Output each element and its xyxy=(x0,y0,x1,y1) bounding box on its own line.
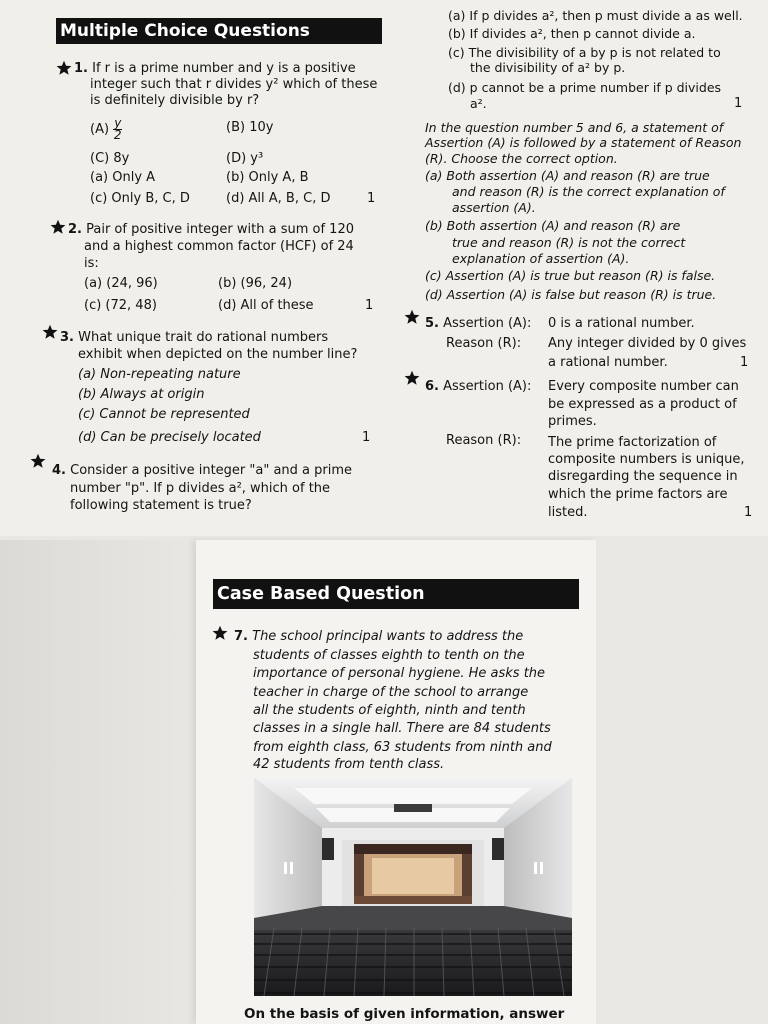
q6-reason-line-4: which the prime factors are xyxy=(548,487,728,502)
q4-marks: 1 xyxy=(734,96,743,111)
q2-marks: 1 xyxy=(365,298,374,313)
q5-assertion-row xyxy=(425,316,531,332)
q5-assertion: 0 is a rational number. xyxy=(548,316,695,331)
q1-choice-c: (c) Only B, C, D xyxy=(90,191,190,206)
q2-block xyxy=(68,222,354,238)
q1-choice-b: (b) Only A, B xyxy=(226,170,309,185)
auditorium-illustration xyxy=(254,778,572,996)
q1-choice-d: (d) All A, B, C, D xyxy=(226,191,331,206)
q7-line-7: from eighth class, 63 students from ninth and xyxy=(253,740,552,755)
q4-option-c-line-2: the divisibility of a² by p. xyxy=(470,60,626,75)
ar-option-a-line-2: and reason (R) is the correct explanation of xyxy=(452,184,725,199)
ar-option-b-line-1: (b) Both assertion (A) and reason (R) are xyxy=(425,218,681,233)
q7-line-2: students of classes eighth to tenth on the xyxy=(253,648,525,663)
star-icon xyxy=(50,219,66,235)
q7-line-4: teacher in charge of the school to arrange xyxy=(253,685,529,700)
q1-option-d: (D) y³ xyxy=(226,151,264,166)
mcq-heading: Multiple Choice Questions xyxy=(56,18,382,44)
q4-option-d-line-1: (d) p cannot be a prime number if p divides xyxy=(448,80,722,95)
q6-assertion-row xyxy=(425,379,531,395)
star-icon xyxy=(212,625,228,641)
q6-reason-line-5: listed. xyxy=(548,505,588,520)
q6-assertion-line-1: Every composite number can xyxy=(548,379,739,394)
q7-number: 7. xyxy=(234,629,248,644)
q3-option-a: (a) Non-repeating nature xyxy=(78,367,241,382)
q6-marks: 1 xyxy=(744,505,753,520)
q6-reason-line-2: composite numbers is unique, xyxy=(548,452,745,467)
q1-option-a xyxy=(90,118,122,141)
q3-option-c: (c) Cannot be represented xyxy=(78,407,250,422)
q1-number: 1. xyxy=(74,61,88,76)
q6-assertion-line-3: primes. xyxy=(548,414,597,429)
star-icon xyxy=(30,453,46,469)
q5-reason-line-2: a rational number. xyxy=(548,355,668,370)
q7-line-8: 42 students from tenth class. xyxy=(253,757,445,772)
q5-number: 5. xyxy=(425,316,439,331)
q1-choice-a: (a) Only A xyxy=(90,170,156,185)
q2-number: 2. xyxy=(68,222,82,237)
q7-line-1-row xyxy=(234,629,523,645)
star-icon xyxy=(42,324,58,340)
q2-line-2: and a highest common factor (HCF) of 24 xyxy=(84,239,354,254)
q1-option-b: (B) 10y xyxy=(226,120,274,135)
fraction-denominator: 2 xyxy=(113,128,122,142)
q2-option-d: (d) All of these xyxy=(218,298,314,313)
q6-reason-label: Reason (R): xyxy=(446,433,522,448)
q4-option-c-line-1: (c) The divisibility of a by p is not related to xyxy=(448,45,721,60)
star-icon xyxy=(404,309,420,325)
ar-intro-line-1: In the question number 5 and 6, a statement of xyxy=(425,120,724,135)
q5-assertion-label: Assertion (A): xyxy=(443,316,532,331)
q1-block xyxy=(74,61,356,77)
q4-line-2: number "p". If p divides a², which of the xyxy=(70,481,331,496)
ar-option-c: (c) Assertion (A) is true but reason (R) is false. xyxy=(425,268,716,283)
q3-line-2: exhibit when depicted on the number line? xyxy=(78,347,358,362)
ar-option-a-line-1: (a) Both assertion (A) and reason (R) are true xyxy=(425,168,710,183)
q4-option-b: (b) If divides a², then p cannot divide a. xyxy=(448,26,696,41)
q3-marks: 1 xyxy=(362,430,371,445)
q2-option-a: (a) (24, 96) xyxy=(84,276,158,291)
q3-block xyxy=(60,330,328,346)
q1-option-c: (C) 8y xyxy=(90,151,130,166)
q1-option-a-label: (A) xyxy=(90,122,110,137)
ar-option-d: (d) Assertion (A) is false but reason (R) is true. xyxy=(425,287,717,302)
q1-line-3: is definitely divisible by r? xyxy=(90,93,260,108)
ar-option-a-line-3: assertion (A). xyxy=(452,200,536,215)
q4-block xyxy=(52,463,352,479)
ar-intro-line-2: Assertion (A) is followed by a statement of Reason xyxy=(425,135,742,150)
fraction-numerator: y xyxy=(114,116,122,130)
q5-reason-label: Reason (R): xyxy=(446,336,522,351)
case-heading: Case Based Question xyxy=(213,579,579,609)
q6-reason-line-3: disregarding the sequence in xyxy=(548,469,738,484)
q7-line-6: classes in a single hall. There are 84 students xyxy=(253,721,551,736)
ar-option-b-line-3: explanation of assertion (A). xyxy=(452,251,630,266)
q3-number: 3. xyxy=(60,330,74,345)
q6-assertion-label: Assertion (A): xyxy=(443,379,532,394)
q4-line-3: following statement is true? xyxy=(70,498,252,513)
q2-option-c: (c) (72, 48) xyxy=(84,298,157,313)
q6-assertion-line-2: be expressed as a product of xyxy=(548,397,737,412)
ar-option-b-line-2: true and reason (R) is not the correct xyxy=(452,235,686,250)
q6-number: 6. xyxy=(425,379,439,394)
q4-line-1: Consider a positive integer "a" and a prime xyxy=(70,463,353,478)
q7-line-5: all the students of eighth, ninth and tenth xyxy=(253,703,526,718)
q1-line-1: If r is a prime number and y is a positive xyxy=(92,61,356,76)
auditorium-photo xyxy=(254,778,572,996)
q3-option-d: (d) Can be precisely located xyxy=(78,430,261,445)
q3-line-1: What unique trait do rational numbers xyxy=(78,330,329,345)
q7-line-3: importance of personal hygiene. He asks the xyxy=(253,666,546,681)
q5-marks: 1 xyxy=(740,355,749,370)
q3-option-b: (b) Always at origin xyxy=(78,387,205,402)
q1-marks: 1 xyxy=(367,191,376,206)
q2-line-3: is: xyxy=(84,256,99,271)
q2-option-b: (b) (96, 24) xyxy=(218,276,293,291)
page-shadow xyxy=(0,540,196,1024)
q5-reason-line-1: Any integer divided by 0 gives xyxy=(548,336,747,351)
q1-line-2: integer such that r divides y² which of these xyxy=(90,77,378,92)
case-footer-line: On the basis of given information, answer xyxy=(244,1006,565,1022)
q4-option-d-line-2: a². xyxy=(470,96,487,111)
q7-line-1: The school principal wants to address the xyxy=(252,629,524,644)
q6-reason-line-1: The prime factorization of xyxy=(548,435,717,450)
q4-option-a: (a) If p divides a², then p must divide a as well. xyxy=(448,8,743,23)
q4-number: 4. xyxy=(52,463,66,478)
q1-option-a-fraction xyxy=(113,118,122,141)
q2-line-1: Pair of positive integer with a sum of 120 xyxy=(86,222,354,237)
star-icon xyxy=(56,60,72,76)
star-icon xyxy=(404,370,420,386)
ar-intro-line-3: (R). Choose the correct option. xyxy=(425,151,618,166)
